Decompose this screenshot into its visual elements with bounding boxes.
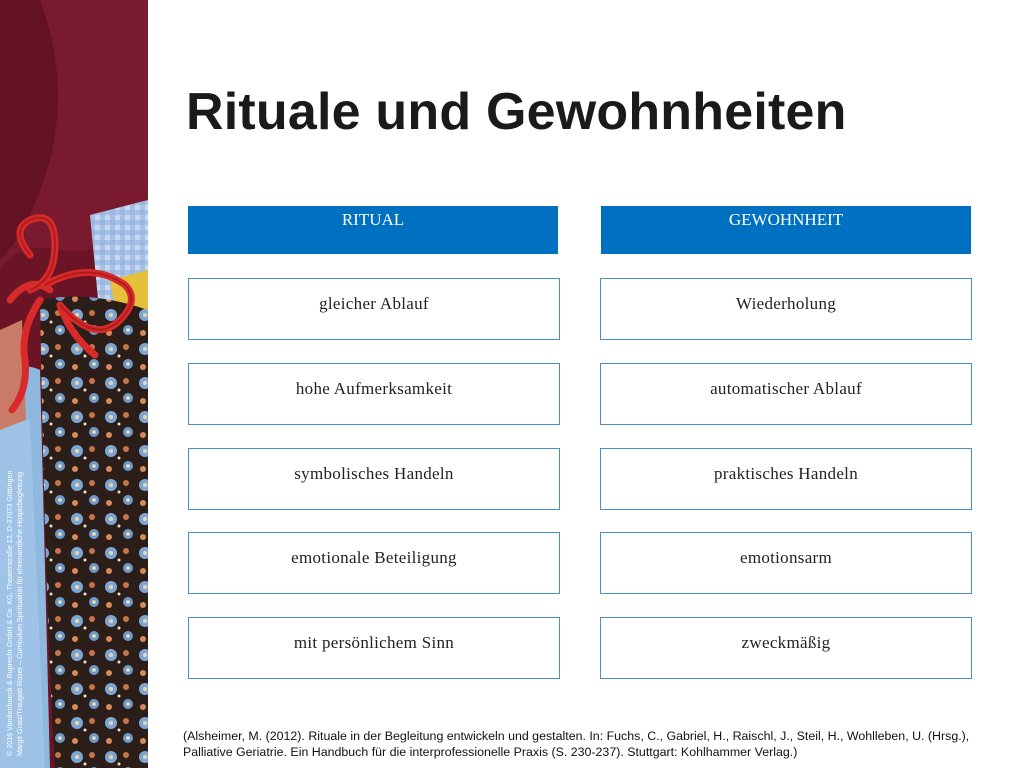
ritual-item: mit persönlichem Sinn [188,617,560,679]
page-title: Rituale und Gewohnheiten [186,83,847,141]
ritual-column-header: RITUAL [188,206,558,254]
gewohnheit-item: Wiederholung [600,278,972,340]
decorative-photo-strip [0,0,148,768]
gewohnheit-item: automatischer Ablauf [600,363,972,425]
copyright-credit [0,420,40,768]
curriculum-credit-line: Margit Gratz/Traugott Roser – Curriculum Spiritualität für ehrenamtliche Hospizbegleitung [15,471,24,756]
citation-line: Palliative Geriatrie. Ein Handbuch für die interprofessionelle Praxis (S. 230-237). Stuttgart: Kohlhammer Verlag.) [183,745,798,759]
citation [183,728,1013,760]
ritual-item: gleicher Ablauf [188,278,560,340]
copyright-line: © 2016 Vandenhoeck & Ruprecht GmbH & Co. KG, Theaterstraße 13, D-37073 Göttingen [5,470,14,756]
ritual-item: symbolisches Handeln [188,448,560,510]
gewohnheit-item: praktisches Handeln [600,448,972,510]
ritual-item: emotionale Beteiligung [188,532,560,594]
gewohnheit-item: emotionsarm [600,532,972,594]
gewohnheit-column-header: GEWOHNHEIT [601,206,971,254]
ritual-item: hohe Aufmerksamkeit [188,363,560,425]
citation-line: (Alsheimer, M. (2012). Rituale in der Begleitung entwickeln und gestalten. In: Fuchs, C., Gabriel, H., Raischl, J., Steil, H., Wohlleben, U. (Hrsg.), [183,729,970,743]
gewohnheit-item: zweckmäßig [600,617,972,679]
